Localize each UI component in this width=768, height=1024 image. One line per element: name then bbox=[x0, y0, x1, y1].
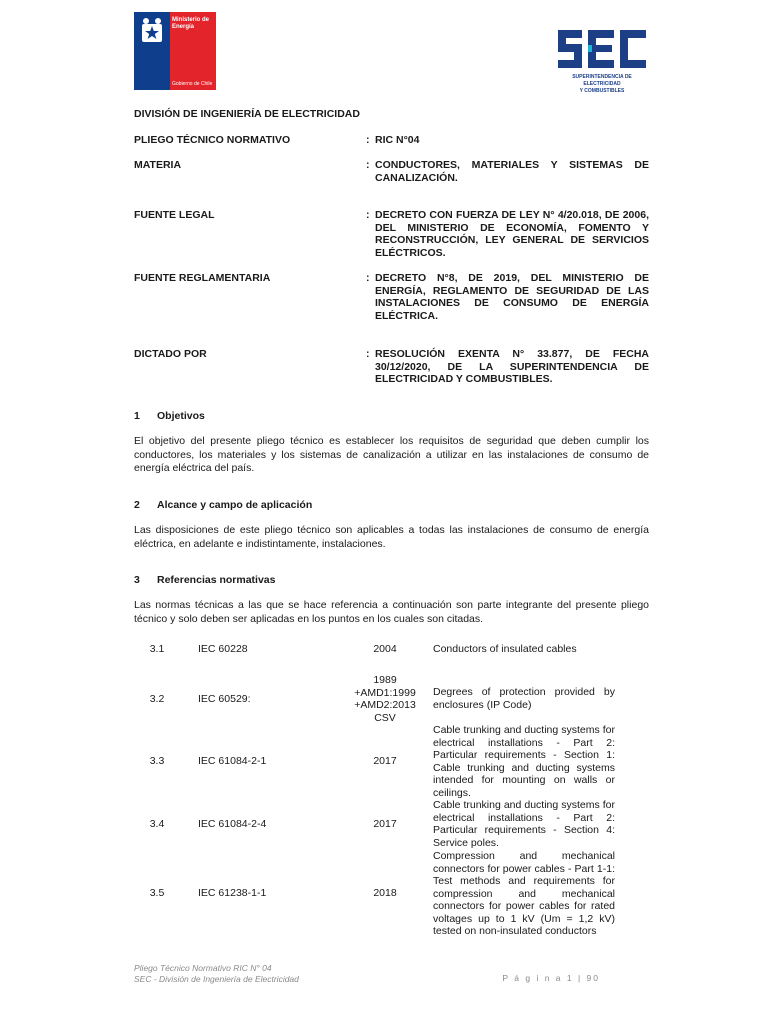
ref-year: 2004 bbox=[373, 643, 397, 655]
meta-value-materia: CONDUCTORES, MATERIALES Y SISTEMAS DE CANALIZACIÓN. bbox=[375, 159, 649, 184]
meta-colon: : bbox=[366, 272, 370, 284]
gobierno-label: Gobierno de Chile bbox=[172, 81, 213, 87]
ref-code: IEC 60228 bbox=[198, 643, 248, 655]
page-number: P á g i n a 1 | 90 bbox=[502, 973, 600, 983]
ministerio-energia-logo bbox=[134, 12, 216, 90]
chile-coat-of-arms-icon bbox=[140, 16, 164, 46]
ref-number: 3.2 bbox=[149, 693, 165, 705]
footer-line1: Pliego Técnico Normativo RIC N° 04 bbox=[134, 963, 272, 973]
sec-subtitle bbox=[554, 74, 650, 95]
meta-colon: : bbox=[366, 134, 370, 146]
ref-code: IEC 61238-1-1 bbox=[198, 887, 267, 899]
ministry-line2: Energía bbox=[172, 24, 195, 30]
ref-number: 3.5 bbox=[149, 887, 165, 899]
meta-value-pliego: RIC N°04 bbox=[375, 134, 420, 146]
ref-number: 3.4 bbox=[149, 818, 165, 830]
meta-value-fuente-reglamentaria: DECRETO N°8, DE 2019, DEL MINISTERIO DE ENERGÍA, REGLAMENTO DE SEGURIDAD DE LAS INSTALACIONES DE CONSUMO DE ENERGÍA ELÉCTRICA. bbox=[375, 272, 649, 322]
meta-colon: : bbox=[366, 348, 370, 360]
ref-year: 1989 +AMD1:1999 +AMD2:2013 CSV bbox=[354, 674, 416, 724]
section-title-referencias: Referencias normativas bbox=[157, 574, 276, 586]
ref-title: Degrees of protection provided by enclosures (IP Code) bbox=[433, 686, 615, 711]
section-number: 2 bbox=[134, 499, 140, 511]
ref-year: 2017 bbox=[373, 818, 397, 830]
section-title-objetivos: Objetivos bbox=[157, 410, 205, 422]
meta-value-fuente-legal: DECRETO CON FUERZA DE LEY N° 4/20.018, DE 2006, DEL MINISTERIO DE ECONOMÍA, FOMENTO Y RECONSTRUCCIÓN, LEY GENERAL DE SERVICIOS ELÉCTRICOS. bbox=[375, 209, 649, 259]
ref-title: Cable trunking and ducting systems for electrical installations - Part 2: Particular requirements - Section 4: Service poles. bbox=[433, 799, 615, 849]
ref-year: 2017 bbox=[373, 755, 397, 767]
meta-label-fuente-reglamentaria: FUENTE REGLAMENTARIA bbox=[134, 272, 271, 284]
meta-label-dictado-por: DICTADO POR bbox=[134, 348, 207, 360]
footer-line2: SEC - División de Ingeniería de Electricidad bbox=[134, 973, 299, 984]
ref-code: IEC 61084-2-4 bbox=[198, 818, 267, 830]
section-title-alcance: Alcance y campo de aplicación bbox=[157, 499, 313, 511]
footer-document-info bbox=[134, 963, 299, 984]
section-text-referencias: Las normas técnicas a las que se hace referencia a continuación son parte integrante del presente pliego técnico y solo deben ser aplicadas en los puntos en los cuales son citadas. bbox=[134, 599, 649, 625]
sec-wordmark-icon bbox=[554, 26, 650, 72]
sec-logo bbox=[554, 26, 650, 96]
meta-label-materia: MATERIA bbox=[134, 159, 182, 171]
sec-subtitle-line2: Y COMBUSTIBLES bbox=[579, 88, 625, 94]
ref-number: 3.3 bbox=[149, 755, 165, 767]
ref-title: Conductors of insulated cables bbox=[433, 643, 577, 655]
meta-colon: : bbox=[366, 209, 370, 221]
meta-colon: : bbox=[366, 159, 370, 171]
meta-value-dictado-por: RESOLUCIÓN EXENTA N° 33.877, DE FECHA 30/12/2020, DE LA SUPERINTENDENCIA DE ELECTRICIDAD Y COMBUSTIBLES. bbox=[375, 348, 649, 385]
section-text-alcance: Las disposiciones de este pliego técnico son aplicables a todas las instalaciones de consumo de energía eléctrica, en adelante e indistintamente, instalaciones. bbox=[134, 524, 649, 550]
ministry-name bbox=[172, 17, 209, 31]
sec-subtitle-line1: SUPERINTENDENCIA DE ELECTRICIDAD bbox=[572, 74, 632, 87]
section-number: 1 bbox=[134, 410, 140, 422]
ref-code: IEC 60529: bbox=[198, 693, 251, 705]
ref-title: Cable trunking and ducting systems for electrical installations - Part 2: Particular requirements - Section 1: Cable trunking and ducting systems intended for mounting on walls or ceilings. bbox=[433, 724, 615, 799]
division-heading: DIVISIÓN DE INGENIERÍA DE ELECTRICIDAD bbox=[134, 108, 360, 120]
ref-number: 3.1 bbox=[149, 643, 165, 655]
ministry-line1: Ministerio de bbox=[172, 17, 210, 23]
ref-code: IEC 61084-2-1 bbox=[198, 755, 267, 767]
section-text-objetivos: El objetivo del presente pliego técnico es establecer los requisitos de seguridad que deben cumplir los conductores, los materiales y los sistemas de canalización a utilizar en las instalaciones de consumo de energía eléctrica del país. bbox=[134, 435, 649, 474]
ref-year: 2018 bbox=[373, 887, 397, 899]
meta-label-pliego: PLIEGO TÉCNICO NORMATIVO bbox=[134, 134, 291, 146]
ref-title: Compression and mechanical connectors for power cables - Part 1-1: Test methods and requirements for compression and mechanical connectors for power cables for rated voltages up to 1 kV (Um = 1,2 kV) tested on non-insulated conductors bbox=[433, 850, 615, 937]
meta-label-fuente-legal: FUENTE LEGAL bbox=[134, 209, 215, 221]
section-number: 3 bbox=[134, 574, 140, 586]
